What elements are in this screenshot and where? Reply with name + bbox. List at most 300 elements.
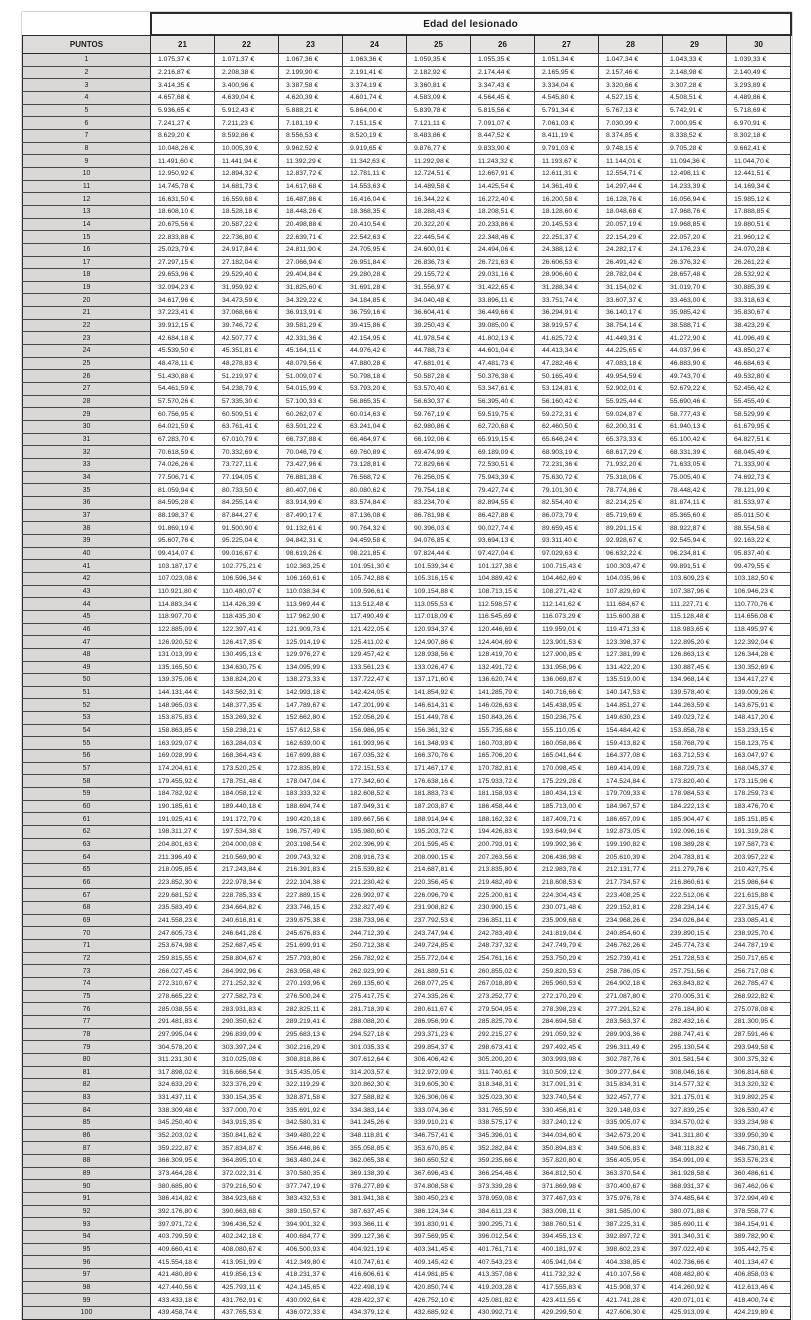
value-cell: 327.588,82 € — [343, 1091, 407, 1104]
value-cell: 239.675,38 € — [279, 914, 343, 927]
value-cell: 373.339,28 € — [471, 1180, 535, 1193]
value-cell: 104.889,42 € — [471, 572, 535, 585]
value-cell: 48.278,83 € — [215, 357, 279, 370]
value-cell: 309.277,64 € — [599, 1066, 663, 1079]
value-cell: 184.222,13 € — [663, 800, 727, 813]
value-cell: 138.824,20 € — [215, 674, 279, 687]
table-row — [23, 901, 791, 914]
points-cell: 37 — [23, 509, 151, 522]
value-cell: 129.976,27 € — [279, 648, 343, 661]
table-row — [23, 129, 791, 142]
value-cell: 317.898,02 € — [151, 1066, 215, 1079]
value-cell: 190.185,61 € — [151, 800, 215, 813]
value-cell: 9.876,77 € — [407, 142, 471, 155]
value-cell: 289.903,36 € — [599, 1028, 663, 1041]
value-cell: 251.728,53 € — [663, 952, 727, 965]
value-cell: 281.300,95 € — [727, 1015, 791, 1028]
table-row — [23, 357, 791, 370]
value-cell: 381.941,38 € — [343, 1193, 407, 1206]
table-row — [23, 471, 791, 484]
value-cell: 70.046,79 € — [279, 446, 343, 459]
value-cell: 256.782,92 € — [343, 952, 407, 965]
value-cell: 268.077,25 € — [407, 977, 471, 990]
value-cell: 150.236,75 € — [535, 712, 599, 725]
value-cell: 243.747,94 € — [407, 927, 471, 940]
value-cell: 74.692,73 € — [727, 471, 791, 484]
points-cell: 73 — [23, 965, 151, 978]
value-cell: 108.713,15 € — [471, 585, 535, 598]
value-cell: 189.667,56 € — [343, 813, 407, 826]
value-cell: 291.481,83 € — [151, 1015, 215, 1028]
value-cell: 69.189,09 € — [471, 446, 535, 459]
value-cell: 48.478,11 € — [151, 357, 215, 370]
value-cell: 63.241,04 € — [343, 421, 407, 434]
value-cell: 213.835,80 € — [471, 864, 535, 877]
value-cell: 29.404,84 € — [279, 269, 343, 282]
value-cell: 85.365,60 € — [663, 509, 727, 522]
value-cell: 283.931,83 € — [215, 1003, 279, 1016]
value-cell: 12.498,11 € — [663, 167, 727, 180]
value-cell: 11.342,63 € — [343, 155, 407, 168]
table-row — [23, 560, 791, 573]
value-cell: 176.638,16 € — [407, 775, 471, 788]
value-cell: 39.415,86 € — [343, 319, 407, 332]
value-cell: 47.681,01 € — [407, 357, 471, 370]
value-cell: 158.123,75 € — [727, 737, 791, 750]
value-cell: 203.957,22 € — [727, 851, 791, 864]
value-cell: 421.480,89 € — [151, 1269, 215, 1282]
value-cell: 433.433,18 € — [151, 1294, 215, 1307]
value-cell: 392.897,72 € — [599, 1231, 663, 1244]
value-cell: 36.913,91 € — [279, 307, 343, 320]
value-cell: 8.411,19 € — [535, 129, 599, 142]
value-cell: 344.034,60 € — [535, 1129, 599, 1142]
value-cell: 374.808,58 € — [407, 1180, 471, 1193]
value-cell: 355.058,85 € — [343, 1142, 407, 1155]
value-cell: 62.980,86 € — [407, 421, 471, 434]
value-cell: 82.894,55 € — [471, 496, 535, 509]
value-cell: 330.154,35 € — [215, 1091, 279, 1104]
value-cell: 126.417,35 € — [215, 636, 279, 649]
value-cell: 208.916,73 € — [343, 851, 407, 864]
table-row — [23, 876, 791, 889]
value-cell: 357.820,80 € — [535, 1155, 599, 1168]
table-row — [23, 585, 791, 598]
value-cell: 75.630,72 € — [535, 471, 599, 484]
table-row — [23, 623, 791, 636]
value-cell: 266.027,45 € — [151, 965, 215, 978]
value-cell: 346.757,41 € — [407, 1129, 471, 1142]
value-cell: 350.841,62 € — [215, 1129, 279, 1142]
value-cell: 5.718,69 € — [727, 104, 791, 117]
points-cell: 79 — [23, 1041, 151, 1054]
value-cell: 31.422,65 € — [471, 281, 535, 294]
value-cell: 18.368,35 € — [343, 205, 407, 218]
value-cell: 285.825,79 € — [471, 1015, 535, 1028]
points-cell: 64 — [23, 851, 151, 864]
value-cell: 153.233,15 € — [727, 724, 791, 737]
value-cell: 389.782,90 € — [727, 1231, 791, 1244]
value-cell: 413.357,08 € — [471, 1269, 535, 1282]
value-cell: 152.056,29 € — [343, 712, 407, 725]
value-cell: 191.319,28 € — [727, 826, 791, 839]
value-cell: 167.699,88 € — [279, 750, 343, 763]
points-cell: 4 — [23, 91, 151, 104]
value-cell: 284.694,58 € — [535, 1015, 599, 1028]
value-cell: 42.154,95 € — [343, 332, 407, 345]
value-cell: 73.427,96 € — [279, 459, 343, 472]
value-cell: 139.578,40 € — [663, 686, 727, 699]
value-cell: 202.396,99 € — [343, 838, 407, 851]
value-cell: 223.852,30 € — [151, 876, 215, 889]
table-row — [23, 547, 791, 560]
table-row — [23, 79, 791, 92]
value-cell: 59.519,75 € — [471, 408, 535, 421]
value-cell: 255.772,04 € — [407, 952, 471, 965]
value-cell: 390.663,68 € — [215, 1205, 279, 1218]
table-row — [23, 167, 791, 180]
value-cell: 320.862,30 € — [343, 1079, 407, 1092]
table-row — [23, 864, 791, 877]
value-cell: 97.427,04 € — [471, 547, 535, 560]
value-cell: 42.684,18 € — [151, 332, 215, 345]
value-cell: 162.639,00 € — [279, 737, 343, 750]
value-cell: 105.742,88 € — [343, 572, 407, 585]
value-cell: 141.285,79 € — [471, 686, 535, 699]
points-cell: 43 — [23, 585, 151, 598]
value-cell: 330.456,81 € — [535, 1104, 599, 1117]
value-cell: 414.981,85 € — [407, 1269, 471, 1282]
value-cell: 12.950,92 € — [151, 167, 215, 180]
value-cell: 387.225,31 € — [599, 1218, 663, 1231]
table-row — [23, 1003, 791, 1016]
age-column-header: 27 — [535, 35, 599, 54]
value-cell: 291.059,32 € — [535, 1028, 599, 1041]
value-cell: 158.863,85 € — [151, 724, 215, 737]
value-cell: 254.761,16 € — [471, 952, 535, 965]
value-cell: 301.035,33 € — [343, 1041, 407, 1054]
value-cell: 404.338,85 € — [599, 1256, 663, 1269]
value-cell: 379.216,50 € — [215, 1180, 279, 1193]
value-cell: 398.602,23 € — [599, 1243, 663, 1256]
points-cell: 40 — [23, 547, 151, 560]
value-cell: 331.437,11 € — [151, 1091, 215, 1104]
value-cell: 77.506,71 € — [151, 471, 215, 484]
value-cell: 409.660,41 € — [151, 1243, 215, 1256]
value-cell: 18.528,18 € — [215, 205, 279, 218]
value-cell: 31.019,70 € — [663, 281, 727, 294]
value-cell: 80.080,62 € — [343, 484, 407, 497]
value-cell: 314.577,32 € — [663, 1079, 727, 1092]
value-cell: 268.922,82 € — [727, 990, 791, 1003]
value-cell: 384.611,23 € — [471, 1205, 535, 1218]
value-cell: 144.851,27 € — [599, 699, 663, 712]
value-cell: 218.608,53 € — [535, 876, 599, 889]
value-cell: 211.396,49 € — [151, 851, 215, 864]
age-column-header: 25 — [407, 35, 471, 54]
table-row — [23, 66, 791, 79]
value-cell: 9.791,03 € — [535, 142, 599, 155]
value-cell: 201.595,45 € — [407, 838, 471, 851]
value-cell: 129.457,42 € — [343, 648, 407, 661]
value-cell: 59.024,87 € — [599, 408, 663, 421]
value-cell: 251.699,91 € — [279, 939, 343, 952]
value-cell: 390.295,71 € — [471, 1218, 535, 1231]
points-cell: 83 — [23, 1091, 151, 1104]
value-cell: 370.580,35 € — [279, 1167, 343, 1180]
value-cell: 207.263,56 € — [471, 851, 535, 864]
value-cell: 5.839,78 € — [407, 104, 471, 117]
points-cell: 6 — [23, 117, 151, 130]
table-row — [23, 104, 791, 117]
value-cell: 200.793,91 € — [471, 838, 535, 851]
points-cell: 47 — [23, 636, 151, 649]
value-cell: 245.774,73 € — [663, 939, 727, 952]
value-cell: 61.940,13 € — [663, 421, 727, 434]
value-cell: 84.595,28 € — [151, 496, 215, 509]
value-cell: 128.938,56 € — [407, 648, 471, 661]
value-cell: 147.789,67 € — [279, 699, 343, 712]
points-cell: 80 — [23, 1053, 151, 1066]
value-cell: 60.509,51 € — [215, 408, 279, 421]
value-cell: 60.756,95 € — [151, 408, 215, 421]
value-cell: 199.992,36 € — [535, 838, 599, 851]
table-row — [23, 1142, 791, 1155]
value-cell: 380.450,23 € — [407, 1193, 471, 1206]
value-cell: 394.901,32 € — [279, 1218, 343, 1231]
value-cell: 4.639,04 € — [215, 91, 279, 104]
points-cell: 39 — [23, 534, 151, 547]
value-cell: 111.227,71 € — [663, 598, 727, 611]
value-cell: 121.422,05 € — [343, 623, 407, 636]
value-cell: 7.241,27 € — [151, 117, 215, 130]
value-cell: 100.715,43 € — [535, 560, 599, 573]
value-cell: 319.892,25 € — [727, 1091, 791, 1104]
value-cell: 353.576,23 € — [727, 1155, 791, 1168]
value-cell: 93.694,13 € — [471, 534, 535, 547]
value-cell: 12.781,11 € — [343, 167, 407, 180]
value-cell: 226.992,97 € — [343, 889, 407, 902]
value-cell: 286.956,99 € — [407, 1015, 471, 1028]
value-cell: 169.414,09 € — [599, 762, 663, 775]
table-row — [23, 1091, 791, 1104]
value-cell: 50.798,18 € — [343, 370, 407, 383]
value-cell: 271.087,80 € — [599, 990, 663, 1003]
value-cell: 2.165,95 € — [535, 66, 599, 79]
value-cell: 289.219,41 € — [279, 1015, 343, 1028]
value-cell: 66.737,88 € — [279, 433, 343, 446]
value-cell: 59.272,31 € — [535, 408, 599, 421]
value-cell: 187.949,31 € — [343, 800, 407, 813]
value-cell: 314.203,57 € — [343, 1066, 407, 1079]
value-cell: 77.194,05 € — [215, 471, 279, 484]
value-cell: 81.874,11 € — [663, 496, 727, 509]
value-cell: 415.554,18 € — [151, 1256, 215, 1269]
value-cell: 354.991,09 € — [663, 1155, 727, 1168]
value-cell: 239.890,15 € — [663, 927, 727, 940]
value-cell: 114.426,39 € — [215, 598, 279, 611]
value-cell: 38.423,29 € — [727, 319, 791, 332]
value-cell: 182.608,52 € — [343, 788, 407, 801]
value-cell: 96.632,22 € — [599, 547, 663, 560]
value-cell: 7.091,07 € — [471, 117, 535, 130]
table-row — [23, 724, 791, 737]
value-cell: 1.043,33 € — [663, 54, 727, 67]
value-cell: 29.155,72 € — [407, 269, 471, 282]
value-cell: 1.047,34 € — [599, 54, 663, 67]
value-cell: 103.609,23 € — [663, 572, 727, 585]
value-cell: 131.422,20 € — [599, 661, 663, 674]
value-cell: 62.460,50 € — [535, 421, 599, 434]
value-cell: 326.530,47 € — [727, 1104, 791, 1117]
table-row — [23, 1066, 791, 1079]
value-cell: 228.785,33 € — [215, 889, 279, 902]
value-cell: 153.875,83 € — [151, 712, 215, 725]
table-row — [23, 826, 791, 839]
value-cell: 204.000,08 € — [215, 838, 279, 851]
value-cell: 299.854,37 € — [407, 1041, 471, 1054]
value-cell: 257.751,56 € — [663, 965, 727, 978]
value-cell: 14.617,68 € — [279, 180, 343, 193]
value-cell: 44.413,34 € — [535, 345, 599, 358]
value-cell: 159.413,82 € — [599, 737, 663, 750]
value-cell: 56.630,37 € — [407, 395, 471, 408]
value-cell: 391.830,91 € — [407, 1218, 471, 1231]
value-cell: 134.095,99 € — [279, 661, 343, 674]
value-cell: 413.951,99 € — [215, 1256, 279, 1269]
value-cell: 170.098,45 € — [535, 762, 599, 775]
value-cell: 118.495,97 € — [727, 623, 791, 636]
value-cell: 421.741,28 € — [599, 1294, 663, 1307]
value-cell: 366.254,46 € — [471, 1167, 535, 1180]
value-cell: 276.500,24 € — [279, 990, 343, 1003]
value-cell: 335.905,07 € — [599, 1117, 663, 1130]
value-cell: 114.883,34 € — [151, 598, 215, 611]
points-cell: 77 — [23, 1015, 151, 1028]
value-cell: 1.067,36 € — [279, 54, 343, 67]
value-cell: 386.124,34 € — [407, 1205, 471, 1218]
value-cell: 192.096,16 € — [663, 826, 727, 839]
table-row — [23, 269, 791, 282]
table-row — [23, 332, 791, 345]
value-cell: 147.201,99 € — [343, 699, 407, 712]
value-cell: 149.023,72 € — [663, 712, 727, 725]
value-cell: 334.570,02 € — [663, 1117, 727, 1130]
age-column-header: 24 — [343, 35, 407, 54]
table-row — [23, 813, 791, 826]
value-cell: 36.604,41 € — [407, 307, 471, 320]
value-cell: 11.292,98 € — [407, 155, 471, 168]
value-cell: 304.578,20 € — [151, 1041, 215, 1054]
value-cell: 26.721,63 € — [471, 256, 535, 269]
value-cell: 79.101,30 € — [535, 484, 599, 497]
value-cell: 321.175,01 € — [663, 1091, 727, 1104]
value-cell: 188.914,94 € — [407, 813, 471, 826]
points-cell: 56 — [23, 750, 151, 763]
value-cell: 253.750,29 € — [535, 952, 599, 965]
value-cell: 427.606,30 € — [599, 1306, 663, 1319]
value-cell: 342.673,20 € — [599, 1129, 663, 1142]
points-cell: 20 — [23, 294, 151, 307]
value-cell: 18.608,10 € — [151, 205, 215, 218]
value-cell: 181.883,73 € — [407, 788, 471, 801]
value-cell: 339.910,21 € — [407, 1117, 471, 1130]
table-row — [23, 610, 791, 623]
value-cell: 12.724,51 € — [407, 167, 471, 180]
value-cell: 139.375,06 € — [151, 674, 215, 687]
value-cell: 361.928,58 € — [663, 1167, 727, 1180]
value-cell: 310.025,08 € — [215, 1053, 279, 1066]
value-cell: 389.150,57 € — [279, 1205, 343, 1218]
value-cell: 273.252,77 € — [471, 990, 535, 1003]
value-cell: 110.770,76 € — [727, 598, 791, 611]
points-cell: 92 — [23, 1205, 151, 1218]
value-cell: 157.612,58 € — [279, 724, 343, 737]
points-cell: 1 — [23, 54, 151, 67]
value-cell: 117.018,09 € — [407, 610, 471, 623]
value-cell: 1.063,36 € — [343, 54, 407, 67]
value-cell: 154.484,42 € — [599, 724, 663, 737]
value-cell: 215.986,64 € — [727, 876, 791, 889]
age-column-header: 26 — [471, 35, 535, 54]
value-cell: 69.474,99 € — [407, 446, 471, 459]
value-cell: 343.915,35 € — [215, 1117, 279, 1130]
age-column-header: 28 — [599, 35, 663, 54]
value-cell: 247.605,73 € — [151, 927, 215, 940]
value-cell: 118.983,65 € — [663, 623, 727, 636]
table-row — [23, 1041, 791, 1054]
value-cell: 323.740,54 € — [535, 1091, 599, 1104]
value-cell: 244.787,19 € — [727, 939, 791, 952]
value-cell: 25.023,79 € — [151, 243, 215, 256]
value-cell: 210.427,75 € — [727, 864, 791, 877]
value-cell: 370.400,67 € — [599, 1180, 663, 1193]
points-cell: 10 — [23, 167, 151, 180]
points-cell: 52 — [23, 699, 151, 712]
value-cell: 78.448,42 € — [663, 484, 727, 497]
points-cell: 75 — [23, 990, 151, 1003]
value-cell: 26.836,73 € — [407, 256, 471, 269]
value-cell: 19.968,85 € — [663, 218, 727, 231]
points-cell: 66 — [23, 876, 151, 889]
table-row — [23, 142, 791, 155]
value-cell: 198.389,28 € — [663, 838, 727, 851]
value-cell: 1.075,37 € — [151, 54, 215, 67]
value-cell: 20.410,54 € — [343, 218, 407, 231]
points-cell: 100 — [23, 1306, 151, 1319]
value-cell: 8.302,18 € — [727, 129, 791, 142]
table-row — [23, 661, 791, 674]
value-cell: 45.351,81 € — [215, 345, 279, 358]
value-cell: 262.923,99 € — [343, 965, 407, 978]
value-cell: 350.894,83 € — [535, 1142, 599, 1155]
value-cell: 369.138,39 € — [343, 1167, 407, 1180]
value-cell: 223.408,25 € — [599, 889, 663, 902]
value-cell: 134.417,27 € — [727, 674, 791, 687]
value-cell: 115.128,48 € — [663, 610, 727, 623]
value-cell: 126.863,13 € — [663, 648, 727, 661]
value-cell: 217.734,57 € — [599, 876, 663, 889]
value-cell: 72.530,51 € — [471, 459, 535, 472]
value-cell: 137.171,60 € — [407, 674, 471, 687]
value-cell: 42.331,36 € — [279, 332, 343, 345]
value-cell: 8.374,85 € — [599, 129, 663, 142]
value-cell: 2.157,46 € — [599, 66, 663, 79]
value-cell: 383.432,53 € — [279, 1193, 343, 1206]
value-cell: 89.291,15 € — [599, 522, 663, 535]
value-cell: 14.169,34 € — [727, 180, 791, 193]
points-cell: 27 — [23, 383, 151, 396]
